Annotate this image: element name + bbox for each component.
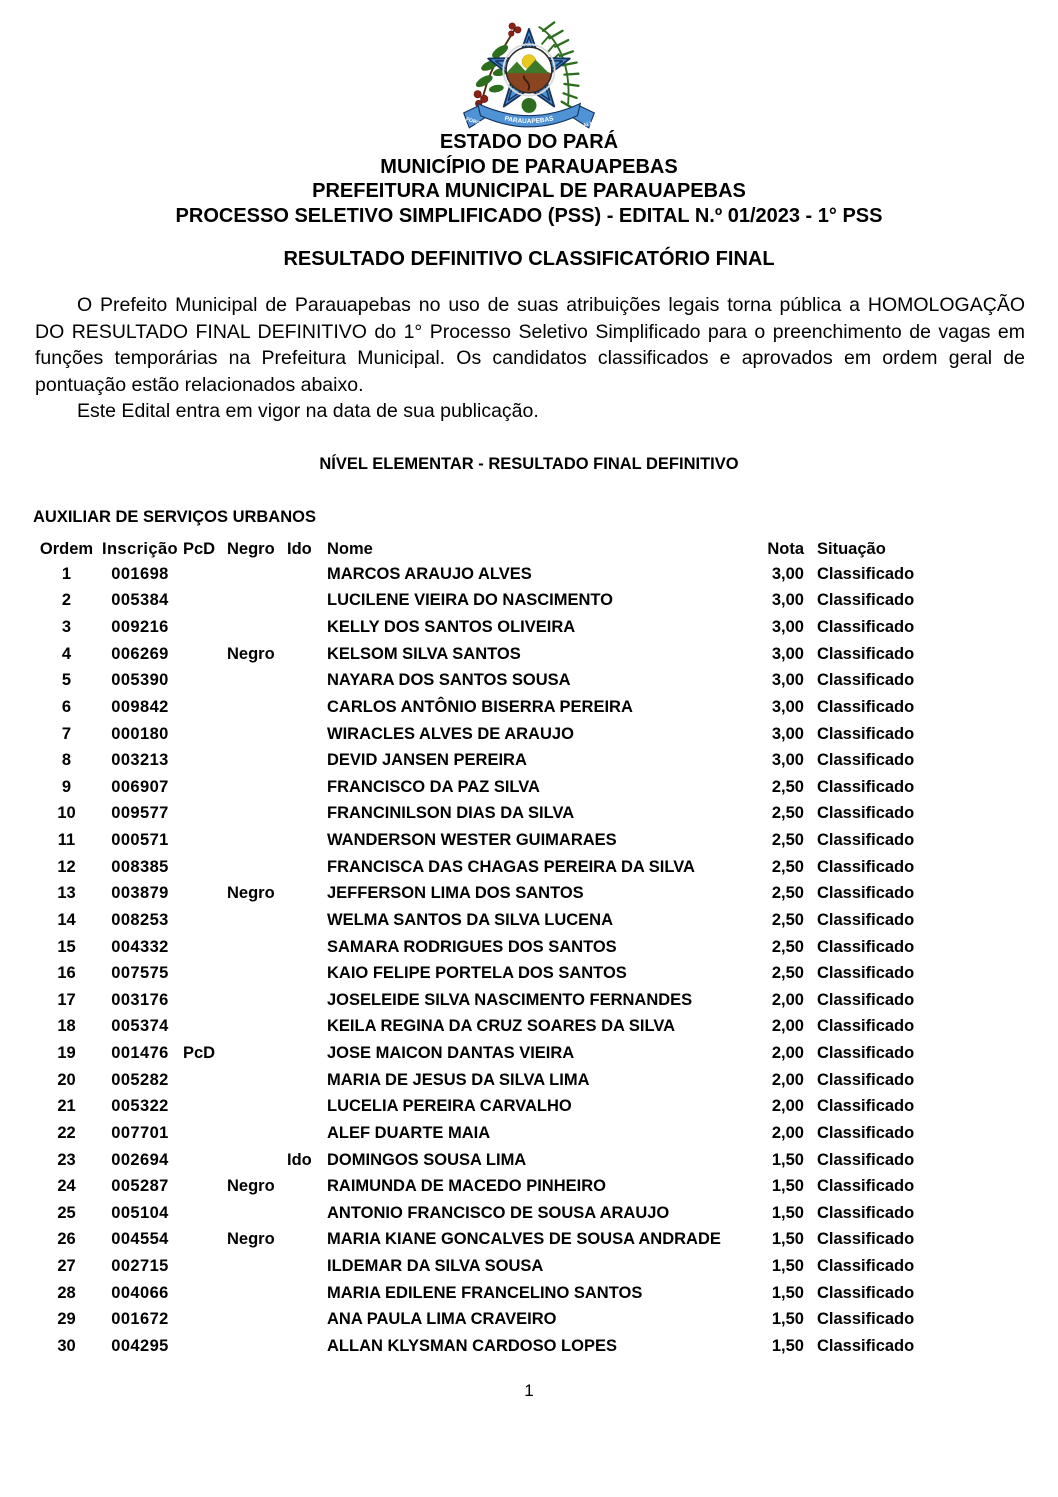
cell-situacao: Classificado xyxy=(817,564,915,583)
cell-nota: 3,00 xyxy=(771,644,804,663)
cell-inscricao: 003879 xyxy=(111,884,169,903)
cell-situacao: Classificado xyxy=(817,937,915,956)
cell-negro: Negro xyxy=(227,884,275,903)
cell-inscricao: 005287 xyxy=(111,1177,169,1196)
cell-ordem: 5 xyxy=(61,671,72,690)
cell-nota: 2,50 xyxy=(771,831,804,850)
cell-nota: 2,50 xyxy=(771,884,804,903)
table-row xyxy=(33,934,925,961)
table-row xyxy=(33,641,925,668)
cell-ordem: 19 xyxy=(57,1044,76,1063)
cell-nome: ANTONIO FRANCISCO DE SOUSA ARAUJO xyxy=(327,1203,670,1222)
table-row xyxy=(33,1120,925,1147)
table-row xyxy=(33,1280,925,1307)
cell-ordem: 8 xyxy=(61,751,72,770)
results-table xyxy=(33,537,925,1360)
cell-nome: ILDEMAR DA SILVA SOUSA xyxy=(327,1257,544,1276)
cell-situacao: Classificado xyxy=(817,831,915,850)
cell-nota: 2,50 xyxy=(771,937,804,956)
cell-ordem: 4 xyxy=(61,644,72,663)
cell-ordem: 21 xyxy=(57,1097,76,1116)
letterhead xyxy=(0,130,1058,228)
cell-ordem: 16 xyxy=(57,964,76,983)
banner-motto-top: PARAUAPEBAS xyxy=(503,115,555,126)
cell-situacao: Classificado xyxy=(817,1310,915,1329)
cell-situacao: Classificado xyxy=(817,1017,915,1036)
cell-ordem: 7 xyxy=(61,724,72,743)
cell-nota: 3,00 xyxy=(771,697,804,716)
table-header-row xyxy=(33,537,925,561)
cell-nome: RAIMUNDA DE MACEDO PINHEIRO xyxy=(327,1177,606,1196)
cell-ordem: 17 xyxy=(57,990,76,1009)
cell-ordem: 26 xyxy=(57,1230,76,1249)
table-row xyxy=(33,614,925,641)
banner-greenery xyxy=(522,98,537,113)
cell-nota: 2,00 xyxy=(771,1123,804,1142)
cell-ordem: 23 xyxy=(57,1150,76,1169)
cell-nota: 2,50 xyxy=(771,857,804,876)
table-row xyxy=(33,1014,925,1041)
table-row xyxy=(33,1094,925,1121)
table-row xyxy=(33,1253,925,1280)
cell-negro: Negro xyxy=(227,1230,275,1249)
table-row xyxy=(33,1173,925,1200)
cell-inscricao: 004554 xyxy=(111,1230,169,1249)
cell-situacao: Classificado xyxy=(817,1257,915,1276)
page-number: 1 xyxy=(524,1381,534,1400)
cell-nome: ANA PAULA LIMA CRAVEIRO xyxy=(327,1310,557,1329)
cell-situacao: Classificado xyxy=(817,751,915,770)
cell-inscricao: 005384 xyxy=(111,591,169,610)
cell-nome: JEFFERSON LIMA DOS SANTOS xyxy=(327,884,584,903)
cell-nome: ALEF DUARTE MAIA xyxy=(327,1123,491,1142)
cell-nota: 3,00 xyxy=(771,724,804,743)
cell-situacao: Classificado xyxy=(817,884,915,903)
col-header-inscricao: Inscrição xyxy=(101,539,179,558)
cell-situacao: Classificado xyxy=(817,1203,915,1222)
cell-nota: 1,50 xyxy=(771,1177,804,1196)
table-row xyxy=(33,1040,925,1067)
cell-ordem: 6 xyxy=(61,697,72,716)
table-row xyxy=(33,694,925,721)
cell-nota: 1,50 xyxy=(771,1230,804,1249)
coat-of-arms-logo xyxy=(459,14,599,144)
cell-situacao: Classificado xyxy=(817,1070,915,1089)
cell-inscricao: 009216 xyxy=(111,618,169,637)
cell-situacao: Classificado xyxy=(817,777,915,796)
cell-situacao: Classificado xyxy=(817,618,915,637)
cell-nota: 1,50 xyxy=(771,1257,804,1276)
cell-inscricao: 008253 xyxy=(111,910,169,929)
table-row xyxy=(33,668,925,695)
cell-nome: LUCILENE VIEIRA DO NASCIMENTO xyxy=(327,591,614,610)
cell-ordem: 14 xyxy=(57,910,76,929)
cell-nota: 2,00 xyxy=(771,1044,804,1063)
table-row xyxy=(33,1200,925,1227)
cell-inscricao: 004295 xyxy=(111,1336,169,1355)
cell-nota: 1,50 xyxy=(771,1203,804,1222)
col-header-situacao: Situação xyxy=(817,539,886,558)
table-row xyxy=(33,1227,925,1254)
cell-situacao: Classificado xyxy=(817,1044,915,1063)
cell-ordem: 3 xyxy=(61,618,72,637)
banner-motto-left: FORÇA E xyxy=(464,116,489,130)
cell-ordem: 9 xyxy=(61,777,72,796)
cell-nome: KELLY DOS SANTOS OLIVEIRA xyxy=(327,618,576,637)
document-title: RESULTADO DEFINITIVO CLASSIFICATÓRIO FINAL xyxy=(283,248,775,270)
table-row xyxy=(33,774,925,801)
cell-ordem: 28 xyxy=(57,1283,76,1302)
cell-inscricao: 005374 xyxy=(111,1017,169,1036)
table-row xyxy=(33,801,925,828)
cell-nome: FRANCINILSON DIAS DA SILVA xyxy=(327,804,575,823)
intro-text xyxy=(35,292,1025,425)
table-row xyxy=(33,827,925,854)
section-title: NÍVEL ELEMENTAR - RESULTADO FINAL DEFINITIVO xyxy=(319,455,739,473)
table-row xyxy=(33,561,925,588)
cell-inscricao: 006269 xyxy=(111,644,169,663)
cell-inscricao: 002715 xyxy=(111,1257,169,1276)
cell-nome: JOSE MAICON DANTAS VIEIRA xyxy=(327,1044,575,1063)
cell-nome: DEVID JANSEN PEREIRA xyxy=(327,751,527,770)
cell-nome: KEILA REGINA DA CRUZ SOARES DA SILVA xyxy=(327,1017,676,1036)
cell-pcd: PcD xyxy=(183,1044,216,1063)
cell-ordem: 30 xyxy=(57,1336,76,1355)
table-row xyxy=(33,1307,925,1334)
cell-nome: MARIA DE JESUS DA SILVA LIMA xyxy=(327,1070,590,1089)
cell-nome: FRANCISCA DAS CHAGAS PEREIRA DA SILVA xyxy=(327,857,695,876)
cell-situacao: Classificado xyxy=(817,804,915,823)
cell-nome: MARIA KIANE GONCALVES DE SOUSA ANDRADE xyxy=(327,1230,721,1249)
cell-nome: KELSOM SILVA SANTOS xyxy=(327,644,521,663)
cell-nome: SAMARA RODRIGUES DOS SANTOS xyxy=(327,937,617,956)
table-row xyxy=(33,907,925,934)
cell-nota: 2,00 xyxy=(771,1070,804,1089)
cell-nome: NAYARA DOS SANTOS SOUSA xyxy=(327,671,571,690)
cell-inscricao: 001672 xyxy=(111,1310,169,1329)
letterhead-municipality: MUNICÍPIO DE PARAUAPEBAS xyxy=(380,155,678,178)
cell-nota: 3,00 xyxy=(771,751,804,770)
cell-nota: 3,00 xyxy=(771,591,804,610)
cell-ordem: 25 xyxy=(57,1203,76,1222)
cell-nota: 1,50 xyxy=(771,1336,804,1355)
cell-inscricao: 009577 xyxy=(111,804,169,823)
job-title: AUXILIAR DE SERVIÇOS URBANOS xyxy=(33,508,316,526)
letterhead-prefecture: PREFEITURA MUNICIPAL DE PARAUAPEBAS xyxy=(312,180,746,203)
cell-ordem: 24 xyxy=(57,1177,76,1196)
cell-inscricao: 001698 xyxy=(111,564,169,583)
cell-nome: CARLOS ANTÔNIO BISERRA PEREIRA xyxy=(327,697,633,716)
cell-inscricao: 002694 xyxy=(111,1150,169,1169)
cell-nome: ALLAN KLYSMAN CARDOSO LOPES xyxy=(327,1336,617,1355)
cell-inscricao: 000180 xyxy=(111,724,169,743)
cell-ordem: 13 xyxy=(57,884,76,903)
cell-nota: 3,00 xyxy=(771,618,804,637)
cell-ordem: 15 xyxy=(57,937,76,956)
cell-situacao: Classificado xyxy=(817,591,915,610)
cell-ordem: 10 xyxy=(57,804,76,823)
cell-ordem: 20 xyxy=(57,1070,76,1089)
cell-situacao: Classificado xyxy=(817,1177,915,1196)
cell-nome: LUCELIA PEREIRA CARVALHO xyxy=(327,1097,572,1116)
cell-situacao: Classificado xyxy=(817,1283,915,1302)
col-header-negro: Negro xyxy=(227,539,275,558)
cell-nota: 1,50 xyxy=(771,1150,804,1169)
table-row xyxy=(33,854,925,881)
coat-of-arms-icon xyxy=(459,14,599,139)
cell-situacao: Classificado xyxy=(817,697,915,716)
cell-inscricao: 000571 xyxy=(111,831,169,850)
col-header-nome: Nome xyxy=(327,539,373,558)
cell-situacao: Classificado xyxy=(817,644,915,663)
cell-inscricao: 005322 xyxy=(111,1097,169,1116)
cell-inscricao: 007701 xyxy=(111,1123,169,1142)
cell-inscricao: 005282 xyxy=(111,1070,169,1089)
table-row xyxy=(33,1067,925,1094)
cell-ordem: 12 xyxy=(57,857,76,876)
col-header-ido: Ido xyxy=(287,539,312,558)
cell-ordem: 2 xyxy=(61,591,72,610)
cell-situacao: Classificado xyxy=(817,910,915,929)
cell-situacao: Classificado xyxy=(817,857,915,876)
cell-inscricao: 005390 xyxy=(111,671,169,690)
cell-nota: 2,00 xyxy=(771,1097,804,1116)
cell-ordem: 1 xyxy=(61,564,72,583)
cell-nome: FRANCISCO DA PAZ SILVA xyxy=(327,777,540,796)
cell-nota: 3,00 xyxy=(771,564,804,583)
cell-inscricao: 007575 xyxy=(111,964,169,983)
cell-inscricao: 006907 xyxy=(111,777,169,796)
table-row xyxy=(33,588,925,615)
cell-nome: MARCOS ARAUJO ALVES xyxy=(327,564,532,583)
cell-situacao: Classificado xyxy=(817,1336,915,1355)
table-row xyxy=(33,721,925,748)
cell-situacao: Classificado xyxy=(817,671,915,690)
cell-nota: 2,00 xyxy=(771,990,804,1009)
cell-nota: 1,50 xyxy=(771,1310,804,1329)
cell-situacao: Classificado xyxy=(817,1230,915,1249)
cell-ido: Ido xyxy=(287,1150,312,1169)
letterhead-state: ESTADO DO PARÁ xyxy=(439,131,619,153)
cell-situacao: Classificado xyxy=(817,1123,915,1142)
table-row xyxy=(33,960,925,987)
col-header-pcd: PcD xyxy=(183,539,216,558)
cell-inscricao: 004332 xyxy=(111,937,169,956)
cell-situacao: Classificado xyxy=(817,1150,915,1169)
cell-situacao: Classificado xyxy=(817,964,915,983)
effective-date-paragraph: Este Edital entra em vigor na data de sua publicação. xyxy=(77,400,539,423)
cell-inscricao: 004066 xyxy=(111,1283,169,1302)
letterhead-edital: PROCESSO SELETIVO SIMPLIFICADO (PSS) - EDITAL N.º 01/2023 - 1° PSS xyxy=(175,204,883,227)
banner-motto-right: TRABALHO xyxy=(568,118,599,134)
cell-inscricao: 008385 xyxy=(111,857,169,876)
cell-inscricao: 003213 xyxy=(111,751,169,770)
cell-nota: 1,50 xyxy=(771,1283,804,1302)
cell-situacao: Classificado xyxy=(817,724,915,743)
cell-ordem: 18 xyxy=(57,1017,76,1036)
cell-inscricao: 009842 xyxy=(111,697,169,716)
intro-paragraph: O Prefeito Municipal de Parauapebas no uso de suas atribuições legais torna pública a HOMOLOGAÇÃO DO RESULTADO FINAL DEFINITIVO do 1° Processo Seletivo Simplificado para o preenchimento de vagas em funções temporárias na Prefeitura Municipal. Os candidatos classificados e aprovados em ordem geral de pontuação estão relacionados abaixo. xyxy=(35,294,1025,396)
cell-inscricao: 005104 xyxy=(111,1203,169,1222)
cell-ordem: 22 xyxy=(57,1123,76,1142)
cell-negro: Negro xyxy=(227,644,275,663)
cell-nome: DOMINGOS SOUSA LIMA xyxy=(327,1150,527,1169)
cell-nome: MARIA EDILENE FRANCELINO SANTOS xyxy=(327,1283,643,1302)
cell-nota: 3,00 xyxy=(771,671,804,690)
cell-nota: 2,00 xyxy=(771,1017,804,1036)
table-row xyxy=(33,987,925,1014)
cell-nome: WIRACLES ALVES DE ARAUJO xyxy=(327,724,574,743)
cell-nome: JOSELEIDE SILVA NASCIMENTO FERNANDES xyxy=(327,990,693,1009)
table-row xyxy=(33,881,925,908)
table-row xyxy=(33,1333,925,1360)
cell-ordem: 11 xyxy=(57,831,76,850)
cell-nota: 2,50 xyxy=(771,777,804,796)
cell-situacao: Classificado xyxy=(817,1097,915,1116)
cell-situacao: Classificado xyxy=(817,990,915,1009)
cell-nota: 2,50 xyxy=(771,804,804,823)
cell-negro: Negro xyxy=(227,1177,275,1196)
cell-inscricao: 003176 xyxy=(111,990,169,1009)
cell-nota: 2,50 xyxy=(771,964,804,983)
table-body xyxy=(33,561,925,1360)
col-header-nota: Nota xyxy=(767,539,804,558)
landscape-emblem-icon xyxy=(503,44,554,95)
cell-nome: WANDERSON WESTER GUIMARAES xyxy=(327,831,617,850)
cell-ordem: 29 xyxy=(57,1310,76,1329)
cell-inscricao: 001476 xyxy=(111,1044,169,1063)
table-row xyxy=(33,747,925,774)
cell-nota: 2,50 xyxy=(771,910,804,929)
cell-nome: KAIO FELIPE PORTELA DOS SANTOS xyxy=(327,964,627,983)
col-header-ordem: Ordem xyxy=(39,539,94,558)
cell-ordem: 27 xyxy=(57,1257,76,1276)
cell-nome: WELMA SANTOS DA SILVA LUCENA xyxy=(327,910,613,929)
table-row xyxy=(33,1147,925,1174)
